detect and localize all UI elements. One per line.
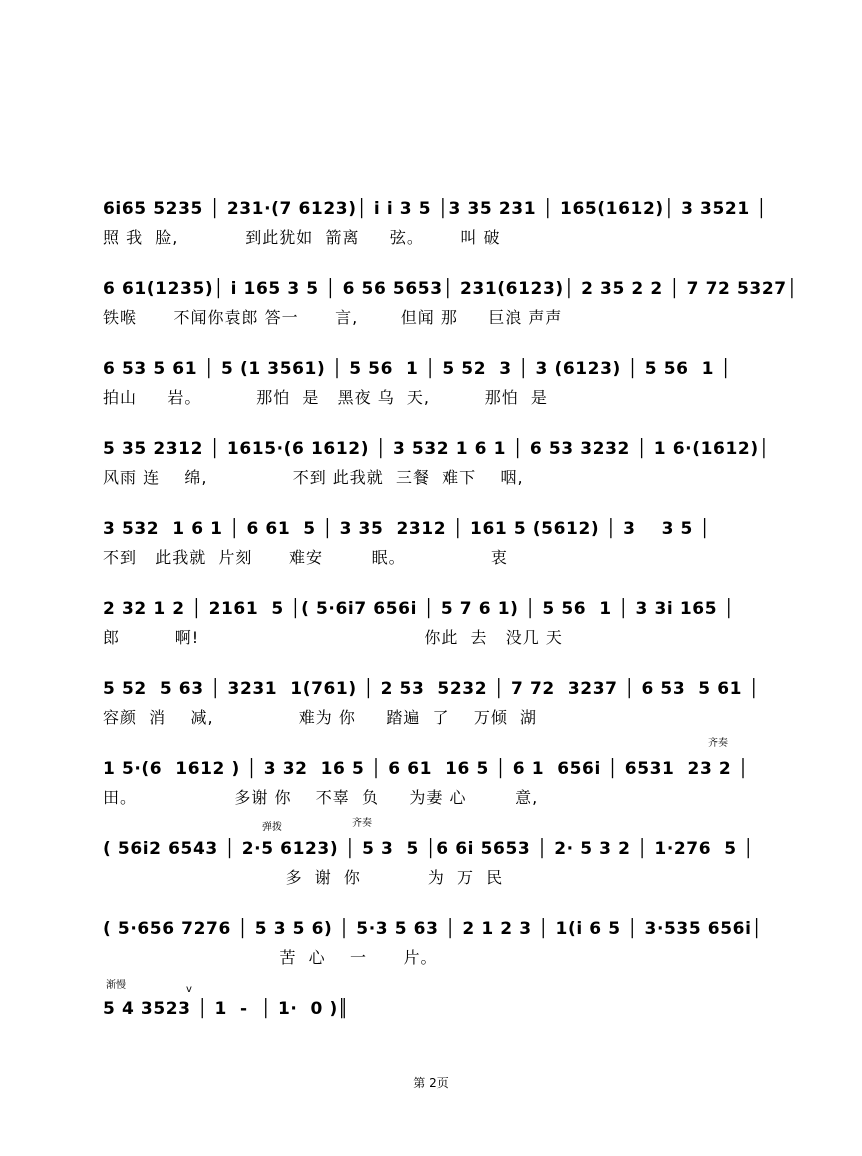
qizou-annotation-2: 齐奏 (352, 818, 372, 829)
notation-line: 5 52 5 63 │ 3231 1(761) │ 2 53 5232 │ 7 72 3237 │ 6 53 5 61 │ (103, 679, 760, 699)
lyrics-line: 照 我 脸, 到此犹如 箭离 弦。 叫 破 (103, 228, 501, 247)
notation-line: 2 32 1 2 │ 2161 5 │( 5·6i7 656i │ 5 7 6 1) │ 5 56 1 │ 3 3i 165 │ (103, 599, 735, 619)
notation-line: 5 35 2312 │ 1615·(6 1612) │ 3 532 1 6 1 │ 6 53 3232 │ 1 6·(1612)│ (103, 439, 770, 459)
notation-line: 6 61(1235)│ i 165 3 5 │ 6 56 5653│ 231(6123)│ 2 35 2 2 │ 7 72 5327│ (103, 279, 798, 299)
notation-line: 1 5·(6 1612 ) │ 3 32 16 5 │ 6 61 16 5 │ 6 1 656i │ 6531 23 2 │ (103, 759, 749, 779)
lyrics-line: 拍山 岩。 那怕 是 黑夜 乌 天, 那怕 是 (103, 388, 548, 407)
lyrics-line: 多 谢 你 为 万 民 (103, 868, 504, 887)
notation-line: 3 532 1 6 1 │ 6 61 5 │ 3 35 2312 │ 161 5 (5612) │ 3 3 5 │ (103, 519, 711, 539)
tanbo-annotation: 弹拨 (262, 822, 282, 833)
lyrics-line: 容颜 消 减, 难为 你 踏遍 了 万倾 湖 (103, 708, 538, 727)
lyrics-line: 铁喉 不闻你袁郎 答一 言, 但闻 那 巨浪 声声 (103, 308, 563, 327)
lyrics-line: 风雨 连 绵, 不到 此我就 三餐 难下 咽, (103, 468, 524, 487)
lyrics-line: 不到 此我就 片刻 难安 眠。 衷 (103, 548, 508, 567)
lyrics-line: 苦 心 一 片。 (103, 948, 438, 967)
jianman-annotation: 渐慢 (106, 980, 126, 991)
lyrics-line: 郎 啊! 你此 去 没几 天 (103, 628, 563, 647)
lyrics-line: 田。 多谢 你 不辜 负 为妻 心 意, (103, 788, 539, 807)
notation-line: 5 4 3523 │ 1 - │ 1· 0 )║ (103, 999, 349, 1019)
notation-line: ( 56i2 6543 │ 2·5 6123) │ 5 3 5 │6 6i 5653 │ 2· 5 3 2 │ 1·276 5 │ (103, 839, 754, 859)
breath-mark: v (186, 984, 192, 995)
page-number: 第 2页 (413, 1076, 449, 1090)
qizou-annotation: 齐奏 (708, 738, 728, 749)
notation-line: ( 5·656 7276 │ 5 3 5 6) │ 5·3 5 63 │ 2 1 2 3 │ 1(i 6 5 │ 3·535 656i│ (103, 919, 763, 939)
notation-line: 6i65 5235 │ 231·(7 6123)│ i i 3 5 │3 35 231 │ 165(1612)│ 3 3521 │ (103, 199, 768, 219)
notation-line: 6 53 5 61 │ 5 (1 3561) │ 5 56 1 │ 5 52 3 │ 3 (6123) │ 5 56 1 │ (103, 359, 732, 379)
